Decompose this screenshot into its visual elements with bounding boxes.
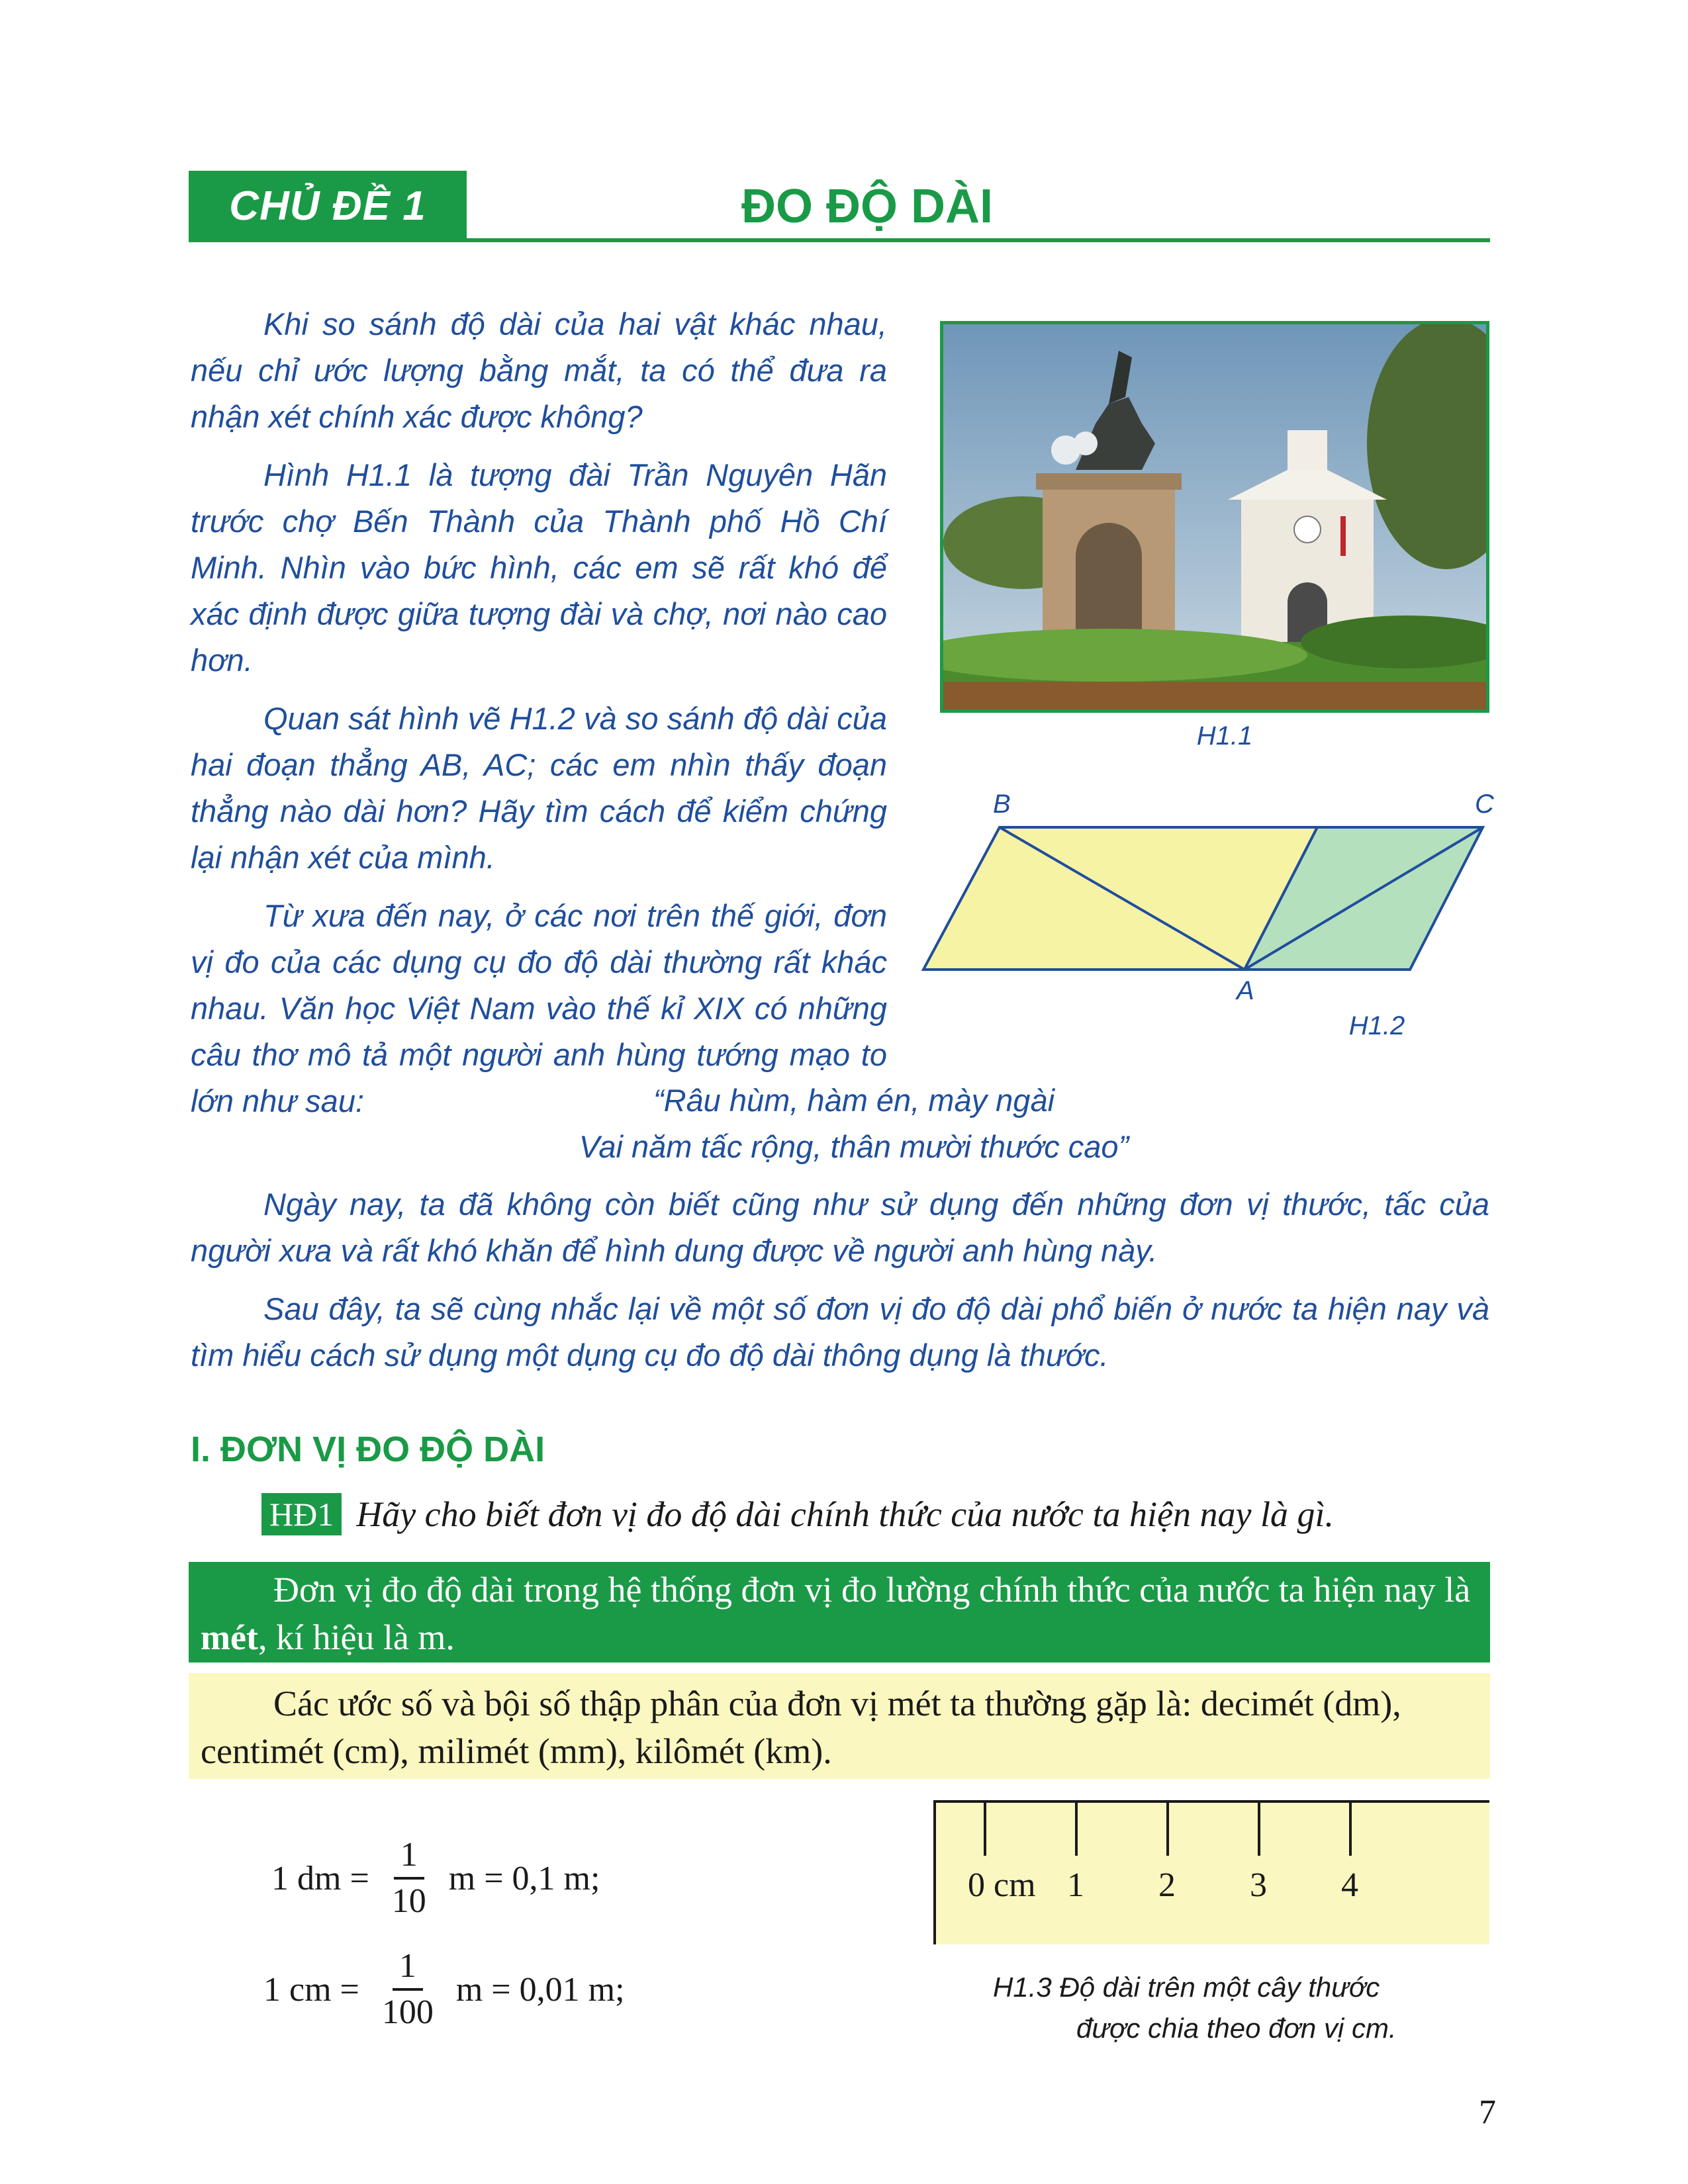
fraction-1-100-numerator: 1	[393, 1944, 423, 1991]
intro-paragraph-4: Từ xưa đến nay, ở các nơi trên thế giới, đơn vị đo của các dụng cụ đo độ dài thường rất khác nhau. Văn học Việt Nam vào thế kỉ XIX có những câu thơ mô tả một người anh hùng tướng mạo to lớn như sau:	[191, 898, 887, 1118]
intro-paragraph-5: Ngày nay, ta đã không còn biết cũng như sử dụng đến những đơn vị thước, tấc của người xưa và rất khó khăn để hình dung được về người anh hùng này.	[191, 1187, 1489, 1268]
ruler-tick-2	[1166, 1803, 1169, 1856]
formula-dm	[271, 1833, 600, 1923]
poem-line-2: Vai năm tấc rộng, thân mười thước cao”	[579, 1129, 1129, 1164]
section-heading: I. ĐƠN VỊ ĐO ĐỘ DÀI	[191, 1430, 545, 1469]
fraction-1-10	[385, 1833, 433, 1923]
poem-line-1: “Râu hùm, hàm én, mày ngài	[653, 1083, 1055, 1118]
page-number: 7	[1479, 2093, 1496, 2131]
ruler-tick-1	[1075, 1803, 1078, 1856]
caption-h12: H1.2	[1348, 1011, 1405, 1040]
fraction-1-100	[375, 1944, 440, 2034]
units-box	[189, 1673, 1490, 1779]
caption-h13	[993, 1967, 1397, 2049]
formula-cm	[263, 1944, 625, 2034]
formula-dm-rhs: m = 0,1 m;	[448, 1859, 600, 1897]
formula-cm-rhs: m = 0,01 m;	[455, 1970, 625, 2009]
label-b: B	[993, 790, 1011, 819]
ruler-tick-4	[1349, 1803, 1352, 1856]
caption-h13-line-1: H1.3 Độ dài trên một cây thước	[993, 1972, 1380, 2003]
full-width-paragraphs	[191, 1181, 1489, 1390]
intro-paragraph-3: Quan sát hình vẽ H1.2 và so sánh độ dài của hai đoạn thẳng AB, AC; các em nhìn thấy đoạn thẳng nào dài hơn? Hãy tìm cách để kiểm chứng lại nhận xét của mình.	[191, 701, 887, 875]
photo-h11	[940, 321, 1489, 713]
caption-h11: H1.1	[1196, 721, 1253, 751]
hd1-badge: HĐ1	[261, 1493, 342, 1535]
hd1-question: Hãy cho biết đơn vị đo độ dài chính thức của nước ta hiện nay là gì.	[356, 1494, 1334, 1534]
figure-h12	[914, 781, 1509, 1046]
definition-box	[189, 1562, 1490, 1662]
hd1-row	[261, 1493, 1493, 1535]
topic-banner	[189, 171, 467, 241]
ruler-label-1: 1	[1067, 1866, 1084, 1904]
definition-text-1: Đơn vị đo độ dài trong hệ thống đơn vị đo lường chính thức của nước ta hiện nay là	[273, 1570, 1471, 1610]
fraction-1-10-denominator: 10	[391, 1882, 426, 1920]
fraction-1-10-numerator: 1	[394, 1833, 424, 1880]
ruler-label-3: 3	[1250, 1866, 1267, 1904]
label-c: C	[1475, 790, 1494, 819]
definition-keyword: mét	[201, 1617, 258, 1657]
formula-cm-lhs: 1 cm =	[263, 1970, 359, 2009]
ruler-label-2: 2	[1158, 1866, 1176, 1904]
intro-paragraph-1: Khi so sánh độ dài của hai vật khác nhau, nếu chỉ ước lượng bằng mắt, ta có thể đưa ra nhận xét chính xác được không?	[191, 306, 887, 434]
poem	[397, 1077, 1311, 1170]
intro-column	[191, 301, 887, 1136]
ruler-label-4: 4	[1341, 1866, 1358, 1904]
intro-paragraph-2: Hình H1.1 là tượng đài Trần Nguyên Hãn trước chợ Bến Thành của Thành phố Hồ Chí Minh. Nhìn vào bức hình, các em sẽ rất khó để xác định được giữa tượng đài và chợ, nơi nào cao hơn.	[191, 457, 887, 678]
ruler-h13	[933, 1800, 1489, 1944]
topic-label: CHỦ ĐỀ 1	[229, 183, 426, 229]
units-text: Các ước số và bội số thập phân của đơn vị mét ta thường gặp là: decimét (dm), centimét (cm), milimét (mm), kilômét (km).	[201, 1684, 1401, 1771]
formula-dm-lhs: 1 dm =	[271, 1859, 369, 1897]
monument-market-illustration	[943, 324, 1486, 709]
caption-h13-line-2: được chia theo đơn vị cm.	[1076, 2013, 1397, 2044]
definition-text-2: , kí hiệu là m.	[258, 1617, 455, 1657]
intro-paragraph-6: Sau đây, ta sẽ cùng nhắc lại về một số đơn vị đo độ dài phổ biến ở nước ta hiện nay và tìm hiểu cách sử dụng một dụng cụ đo độ dài thông dụng là thước.	[191, 1291, 1489, 1373]
ruler-tick-0	[984, 1803, 986, 1856]
header-rule	[189, 238, 1490, 242]
ruler-label-0cm: 0 cm	[968, 1866, 1036, 1904]
ruler-tick-3	[1258, 1803, 1260, 1856]
label-a: A	[1237, 976, 1254, 1005]
page-title: ĐO ĐỘ DÀI	[741, 180, 993, 233]
fraction-1-100-denominator: 100	[381, 1993, 434, 2031]
